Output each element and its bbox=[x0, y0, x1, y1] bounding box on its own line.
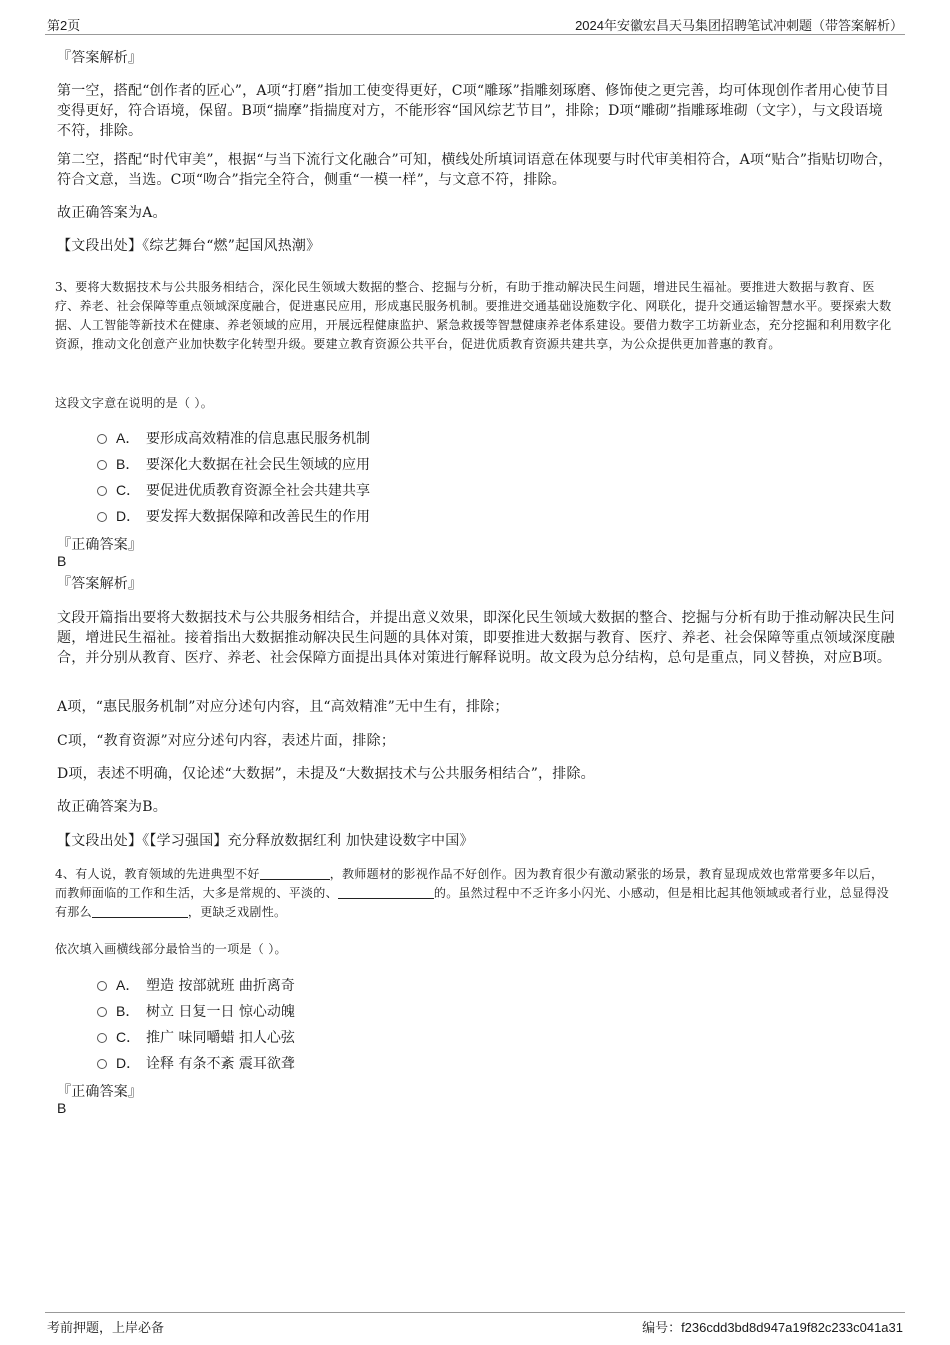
fill-blank-2 bbox=[338, 885, 434, 899]
q3-stem: 3、要将大数据技术与公共服务相结合，深化民生领域大数据的整合、挖掘与分析，有助于推动解决民生问题，增进民生福祉。要推进大数据与教育、医疗、养老、社会保障等重点领域深度融合，促进惠民应用，形成惠民服务机制。要推进交通基础设施数字化、网联化，提升交通运输智慧水平。要探索大数据、人工智能等新技术在健康、养老领域的应用，开展远程健康监护、紧急救援等智慧健康养老体系建设。要借力数字工坊新业态，充分挖掘和利用数字化资源，推动文化创意产业加快数字化转型升级。要建立教育资源公共平台，促进优质教育资源共建共享，为公众提供更加普惠的教育。 bbox=[55, 280, 892, 351]
q3-option-a[interactable]: A． 要形成高效精准的信息惠民服务机制 bbox=[97, 428, 370, 448]
q3-option-d[interactable]: D． 要发挥大数据保障和改善民生的作用 bbox=[97, 506, 370, 526]
q3-answer-label: 『正确答案』 bbox=[57, 537, 143, 553]
radio-icon[interactable] bbox=[97, 1007, 107, 1017]
q4-answer: B bbox=[57, 1100, 67, 1116]
fill-blank-1 bbox=[260, 866, 330, 880]
q4-stem: 4、有人说，教育领域的先进典型不好 ，教师题材的影视作品不好创作。因为教育很少有激动紧张的场景，教育显现成效也常常要多年以后，而教师面临的工作和生活，大多是常规的、平淡的、 的。虽然过程中不乏许多小闪光、小感动，但是相比起其他领域或者行业，总显得没有那么 ，更缺乏戏剧性。 bbox=[55, 867, 890, 919]
q2-source: 【文段出处】《综艺舞台“燃”起国风热潮》 bbox=[57, 238, 321, 254]
radio-icon[interactable] bbox=[97, 434, 107, 444]
q4-option-d[interactable]: D． 诠释 有条不紊 震耳欲聋 bbox=[97, 1053, 295, 1073]
radio-icon[interactable] bbox=[97, 486, 107, 496]
q2-analysis-para2: 第二空，搭配“时代审美”，根据“与当下流行文化融合”可知，横线处所填词语意在体现要与时代审美相符合，A项“贴合”指贴切吻合，符合文意，当选。C项“吻合”指完全符合，侧重“一模一样”，与文意不符，排除。 bbox=[57, 152, 893, 188]
q2-analysis-label: 『答案解析』 bbox=[57, 50, 143, 66]
q3-source: 【文段出处】《【学习强国】充分释放数据红利 加快建设数字中国》 bbox=[57, 833, 474, 849]
q4-answer-label: 『正确答案』 bbox=[57, 1084, 143, 1100]
radio-icon[interactable] bbox=[97, 1059, 107, 1069]
q3-answer: B bbox=[57, 553, 67, 569]
q2-conclusion: 故正确答案为A。 bbox=[57, 205, 167, 221]
q4-option-c[interactable]: C． 推广 味同嚼蜡 扣人心弦 bbox=[97, 1027, 295, 1047]
footer-slogan: 考前押题，上岸必备 bbox=[47, 1320, 165, 1335]
q4-question: 依次填入画横线部分最恰当的一项是（ ）。 bbox=[55, 942, 287, 956]
document-title: 2024年安徽宏昌天马集团招聘笔试冲刺题（带答案解析） bbox=[575, 18, 903, 33]
q3-question: 这段文字意在说明的是（ ）。 bbox=[55, 396, 214, 410]
q4-option-b[interactable]: B． 树立 日复一日 惊心动魄 bbox=[97, 1001, 295, 1021]
radio-icon[interactable] bbox=[97, 512, 107, 522]
q2-analysis-para1: 第一空，搭配“创作者的匠心”，A项“打磨”指加工使变得更好，C项“雕琢”指雕刻琢磨、修饰使之更完善，均可体现创作者用心使节目变得更好，符合语境，保留。B项“揣摩”指揣度对方，不能形容“国风综艺节目”，排除；D项“雕砌”指雕琢堆砌（文字），与文段语境不符，排除。 bbox=[57, 83, 890, 139]
q3-analysis: 文段开篇指出要将大数据技术与公共服务相结合，并提出意义效果，即深化民生领域大数据的整合、挖掘与分析有助于推动解决民生问题，增进民生福祉。接着指出大数据推动解决民生问题的具体对策，即要推进大数据与教育、医疗、养老、社会保障等重点领域深度融合，并分别从教育、医疗、养老、社会保障方面提出具体对策进行解释说明。故文段为总分结构，总句是重点，同义替换，对应B项。 bbox=[57, 610, 895, 666]
q3-note-d: D项，表述不明确，仅论述“大数据”，未提及“大数据技术与公共服务相结合”，排除。 bbox=[57, 766, 595, 782]
q3-conclusion: 故正确答案为B。 bbox=[57, 799, 167, 815]
radio-icon[interactable] bbox=[97, 460, 107, 470]
document-code: 编号：f236cdd3bd8d947a19f82c233c041a31 bbox=[642, 1320, 903, 1335]
q3-note-a: A项，“惠民服务机制”对应分述句内容，且“高效精准”无中生有，排除； bbox=[57, 699, 509, 715]
q3-option-c[interactable]: C． 要促进优质教育资源全社会共建共享 bbox=[97, 480, 370, 500]
page-footer bbox=[45, 1312, 905, 1335]
q4-option-a[interactable]: A． 塑造 按部就班 曲折离奇 bbox=[97, 975, 295, 995]
q3-option-b[interactable]: B． 要深化大数据在社会民生领域的应用 bbox=[97, 454, 370, 474]
fill-blank-3 bbox=[92, 904, 188, 918]
page-header bbox=[45, 12, 905, 35]
radio-icon[interactable] bbox=[97, 981, 107, 991]
radio-icon[interactable] bbox=[97, 1033, 107, 1043]
page-number: 第2页 bbox=[47, 18, 81, 33]
q3-note-c: C项，“教育资源”对应分述句内容，表述片面，排除； bbox=[57, 733, 396, 749]
q3-analysis-label: 『答案解析』 bbox=[57, 576, 143, 592]
